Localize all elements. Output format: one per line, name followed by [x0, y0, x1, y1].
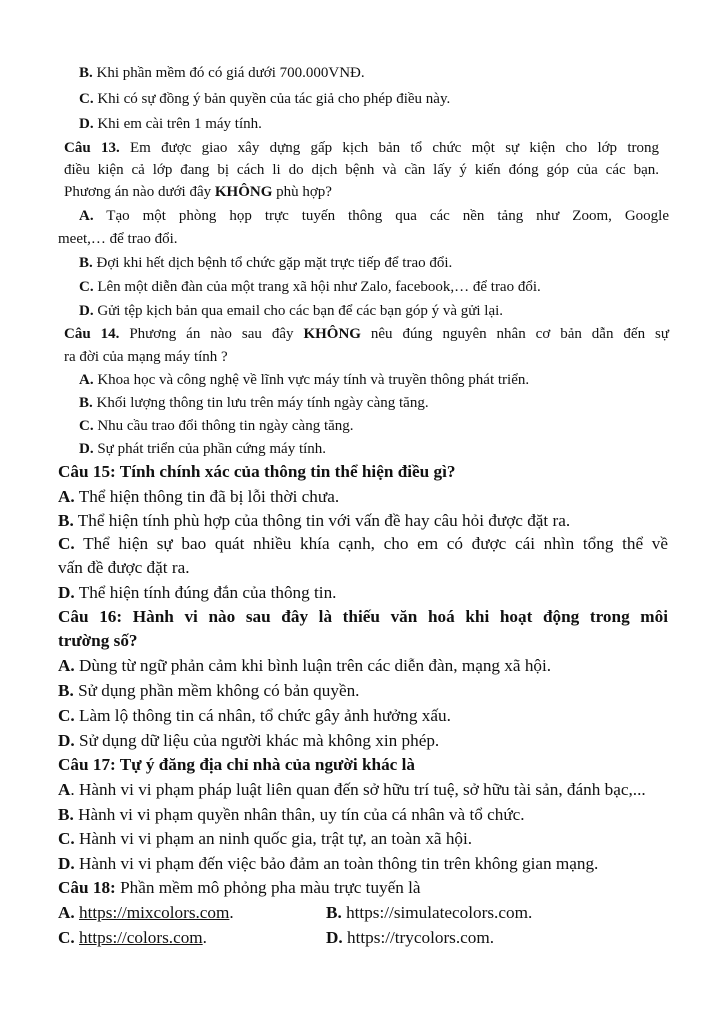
- text-span: Nhu cầu trao đổi thông tin ngày càng tăng.: [93, 418, 354, 434]
- text-line: [79, 280, 541, 295]
- bold-text: B.: [79, 255, 93, 271]
- text-line: [79, 209, 669, 224]
- bold-text: C.: [58, 534, 75, 553]
- text-line: [58, 657, 551, 674]
- bold-text: C.: [58, 706, 75, 725]
- text-line: [58, 929, 207, 946]
- text-line: [58, 904, 234, 921]
- bold-text: D.: [79, 441, 94, 457]
- bold-text: B.: [58, 805, 74, 824]
- text-line: [64, 163, 659, 178]
- bold-text: D.: [79, 303, 94, 319]
- text-line: [58, 855, 598, 872]
- bold-text: A: [58, 780, 71, 799]
- text-line: [79, 419, 354, 434]
- text-line: [79, 66, 365, 81]
- bold-text: B.: [58, 511, 74, 530]
- text-line: [58, 608, 668, 625]
- text-span: Khi em cài trên 1 máy tính.: [93, 116, 262, 132]
- bold-text: C.: [79, 418, 94, 434]
- bold-text: C.: [58, 928, 75, 947]
- bold-text: B.: [326, 903, 342, 922]
- bold-text: Câu 16: Hành vi nào sau đây là thiếu văn hoá khi hoạt động trong môi: [58, 607, 668, 626]
- bold-text: D.: [58, 731, 75, 750]
- text-line: [58, 632, 138, 649]
- text-span: . Hành vi vi phạm pháp luật liên quan đến sở hữu trí tuệ, sở hữu tài sản, đánh bạc,...: [70, 780, 646, 799]
- text-span: meet,… để trao đổi.: [58, 231, 178, 247]
- text-line: [58, 535, 668, 552]
- text-span: vấn đề được đặt ra.: [58, 558, 190, 577]
- text-span: Khối lượng thông tin lưu trên máy tính ngày càng tăng.: [92, 395, 429, 411]
- bold-text: C.: [58, 829, 75, 848]
- text-span: Hành vi vi phạm quyền nhân thân, uy tín của cá nhân và tổ chức.: [73, 805, 525, 824]
- bold-text: Câu 17: Tự ý đăng địa chỉ nhà của người khác là: [58, 755, 415, 774]
- bold-text: D.: [58, 854, 75, 873]
- bold-text: A.: [79, 208, 94, 224]
- text-line: [64, 141, 659, 156]
- text-line: [79, 117, 262, 132]
- text-line: [58, 463, 455, 480]
- text-line: [64, 327, 669, 342]
- text-line: [58, 830, 472, 847]
- text-span: https://trycolors.com.: [342, 928, 495, 947]
- text-line: [58, 781, 646, 798]
- text-line: [79, 304, 503, 319]
- text-span: .: [202, 928, 207, 947]
- text-span: Hành vi vi phạm an ninh quốc gia, trật tự, an toàn xã hội.: [74, 829, 473, 848]
- text-line: [79, 442, 326, 457]
- text-span: Đợi khi hết dịch bệnh tổ chức gặp mặt trực tiếp để trao đổi.: [92, 255, 453, 271]
- bold-text: C.: [79, 279, 94, 295]
- text-line: [58, 707, 451, 724]
- text-span: Khi có sự đồng ý bản quyền của tác giả cho phép điều này.: [93, 91, 451, 107]
- text-span: Phần mềm mô phỏng pha màu trực tuyến là: [115, 878, 421, 897]
- text-span: phù hợp?: [272, 184, 332, 200]
- text-span: điều kiện cả lớp đang bị cách li do dịch bệnh và cần lấy ý kiến đóng góp của các bạn.: [64, 162, 659, 178]
- text-line: [64, 350, 228, 365]
- text-span: Thể hiện tính phù hợp của thông tin với vấn đề hay câu hỏi được đặt ra.: [73, 511, 571, 530]
- text-span: .: [229, 903, 234, 922]
- bold-text: A.: [58, 903, 75, 922]
- text-span: Dùng từ ngữ phản cảm khi bình luận trên các diễn đàn, mạng xã hội.: [74, 656, 552, 675]
- bold-text: A.: [79, 372, 94, 388]
- bold-text: Câu 13.: [64, 140, 120, 156]
- bold-text: D.: [79, 116, 94, 132]
- text-line: [58, 232, 178, 247]
- text-span: Sự phát triển của phần cứng máy tính.: [93, 441, 327, 457]
- bold-text: D.: [58, 583, 75, 602]
- text-span: Tạo một phòng họp trực tuyến thông qua các nền tảng như Zoom, Google: [93, 208, 669, 224]
- text-span: Phương án nào sau đây: [119, 326, 304, 342]
- text-line: [58, 584, 336, 601]
- bold-text: A.: [58, 487, 75, 506]
- bold-text: C.: [79, 91, 94, 107]
- text-span: Gửi tệp kịch bản qua email cho các bạn để các bạn góp ý và gửi lại.: [93, 303, 504, 319]
- text-line: [58, 806, 525, 823]
- text-span: nêu đúng nguyên nhân cơ bản dẫn đến sự: [360, 326, 669, 342]
- text-span: Sử dụng phần mềm không có bản quyền.: [73, 681, 360, 700]
- text-line: [58, 559, 190, 576]
- bold-text: B.: [79, 65, 93, 81]
- bold-text: Câu 14.: [64, 326, 120, 342]
- bold-text: KHÔNG: [303, 326, 361, 342]
- text-line: [79, 396, 429, 411]
- text-span: Sử dụng dữ liệu của người khác mà không xin phép.: [74, 731, 440, 750]
- text-span: Làm lộ thông tin cá nhân, tổ chức gây ảnh hưởng xấu.: [74, 706, 451, 725]
- text-line: [79, 92, 450, 107]
- text-span: Thể hiện sự bao quát nhiều khía cạnh, cho em có được cái nhìn tổng thể về: [74, 534, 668, 553]
- text-span: Lên một diễn đàn của một trang xã hội như Zalo, facebook,… để trao đổi.: [93, 279, 541, 295]
- text-line: [58, 512, 570, 529]
- bold-text: B.: [58, 681, 74, 700]
- text-line: [64, 185, 332, 200]
- text-span: Em được giao xây dựng gấp kịch bản tổ chức một sự kiện cho lớp trong: [119, 140, 659, 156]
- text-line: [58, 682, 359, 699]
- text-line: [58, 732, 439, 749]
- text-span: Phương án nào dưới đây: [64, 184, 215, 200]
- text-line: [79, 373, 529, 388]
- bold-text: trường số?: [58, 631, 138, 650]
- text-line: [79, 256, 452, 271]
- text-line: [58, 879, 421, 896]
- text-span: ra đời của mạng máy tính ?: [64, 349, 228, 365]
- text-line: [58, 488, 339, 505]
- text-span: Khoa học và công nghệ về lĩnh vực máy tính và truyền thông phát triển.: [93, 372, 530, 388]
- bold-text: KHÔNG: [214, 184, 273, 200]
- text-span: Hành vi vi phạm đến việc bảo đảm an toàn thông tin trên không gian mạng.: [74, 854, 599, 873]
- bold-text: B.: [79, 395, 93, 411]
- bold-text: D.: [326, 928, 343, 947]
- text-line: [326, 929, 494, 946]
- text-line: [326, 904, 532, 921]
- bold-text: Câu 15: Tính chính xác của thông tin thể hiện điều gì?: [58, 462, 456, 481]
- text-span: Khi phần mềm đó có giá dưới 700.000VNĐ.: [92, 65, 365, 81]
- bold-text: A.: [58, 656, 75, 675]
- text-span: Thể hiện thông tin đã bị lỗi thời chưa.: [74, 487, 340, 506]
- url-text: https://mixcolors.com: [79, 903, 230, 922]
- bold-text: Câu 18:: [58, 878, 116, 897]
- url-text: https://colors.com: [79, 928, 203, 947]
- text-span: https://simulatecolors.com.: [341, 903, 533, 922]
- text-line: [58, 756, 415, 773]
- text-span: Thể hiện tính đúng đắn của thông tin.: [74, 583, 337, 602]
